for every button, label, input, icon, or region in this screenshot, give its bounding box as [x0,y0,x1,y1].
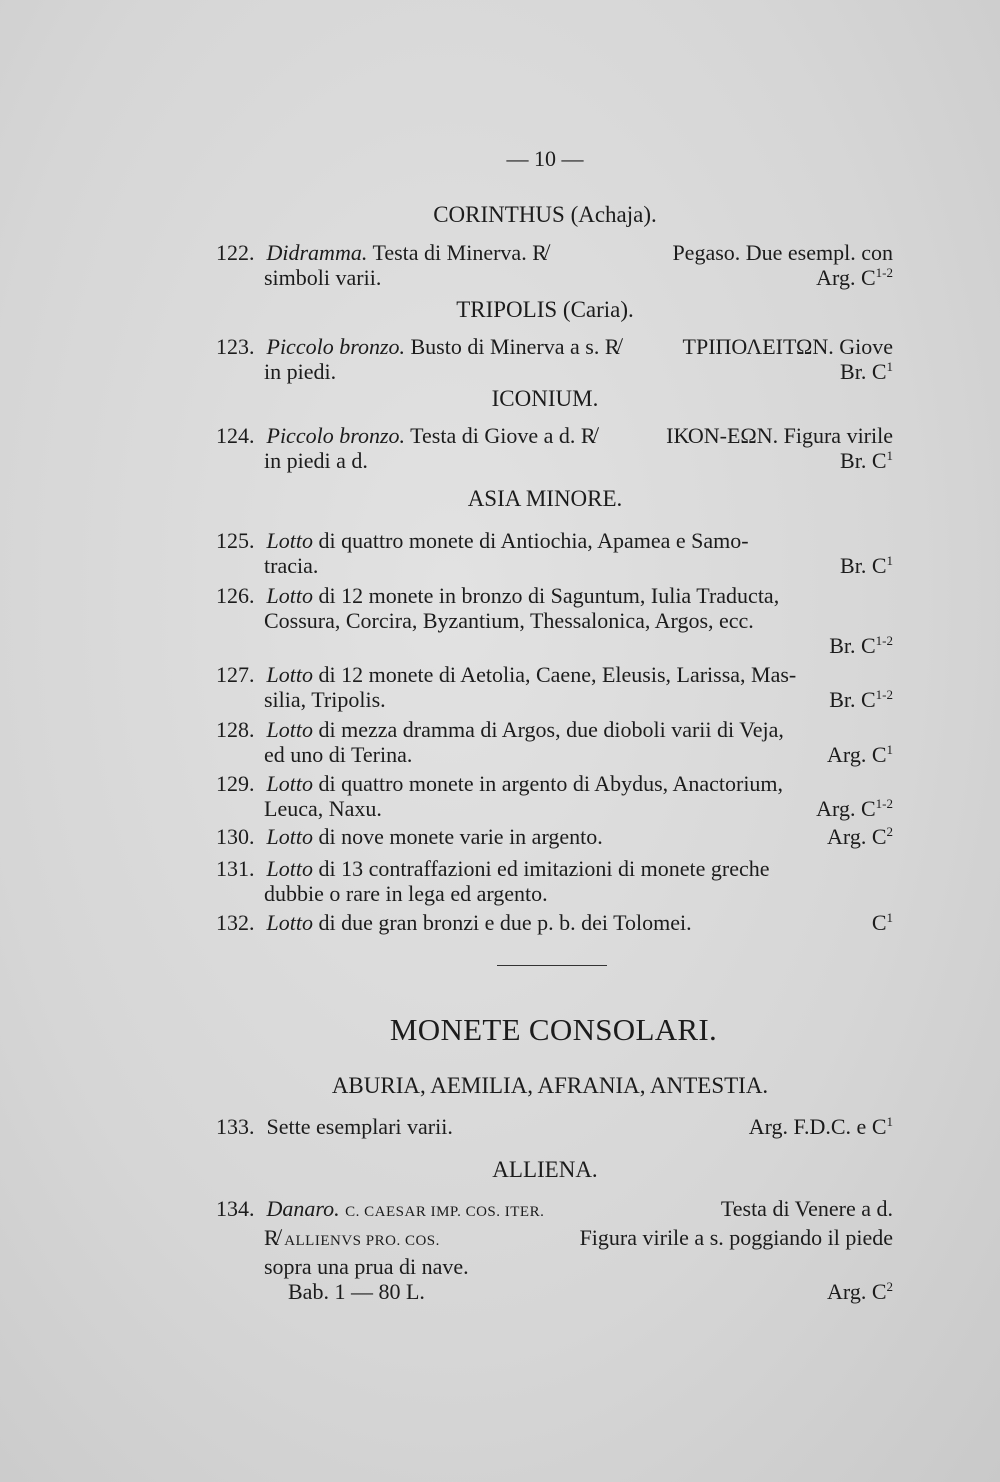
entry-number: 128. [216,717,255,742]
entry-132 [216,910,893,935]
section-divider [497,965,607,966]
entry-metal: Br. C [840,359,887,384]
entry-text: in piedi. [264,359,337,384]
entry-grade: 1-2 [875,265,893,280]
entry-text: sopra una prua di nave. [264,1254,469,1279]
reverse-symbol: R̸ [580,423,596,448]
entry-grade: 1 [886,553,893,568]
entry-number: 132. [216,910,255,935]
entry-title: Didramma. [266,240,368,265]
entry-124 [216,423,893,473]
entry-133 [216,1114,893,1139]
entry-text: di 12 monete in bronzo di Saguntum, Iulia Traducta, [318,583,780,608]
entry-134 [216,1196,893,1304]
reverse-symbol: R̸ [264,1225,279,1250]
entry-title: Lotto [266,856,313,881]
entry-number: 131. [216,856,255,881]
page-number: — 10 — [506,146,584,171]
entry-text: Testa di Giove a d. [410,423,576,448]
entry-130 [216,824,893,849]
entry-number: 130. [216,824,255,849]
reverse-legend: ALLIENVS PRO. COS. [284,1233,440,1249]
entry-metal: Arg. F.D.C. e C [748,1114,887,1139]
entry-number: 133. [216,1114,255,1139]
entry-legend: ΤΡΙΠΟΛΕΙΤΩΝ. Giove [682,334,893,359]
entry-grade: 2 [886,1279,893,1294]
entry-metal: C [871,910,887,935]
entry-128 [216,717,893,767]
entry-grade: 1-2 [875,687,893,702]
entry-grade: 1 [886,448,893,463]
entry-metal: Br. C [840,448,887,473]
entry-title: Piccolo bronzo. [266,423,405,448]
section-title-monete-consolari: MONETE CONSOLARI. [389,1012,718,1047]
entry-number: 122. [216,240,255,265]
entry-122 [216,240,893,290]
entry-131 [216,856,893,906]
entry-text: Busto di Minerva a s. [410,334,600,359]
entry-metal: Arg. C [827,824,887,849]
entry-title: Danaro. [266,1196,340,1221]
entry-metal: Br. C [829,633,876,658]
entry-129 [216,771,893,821]
entry-reference: Bab. 1 — 80 L. [288,1279,425,1304]
entry-number: 123. [216,334,255,359]
entry-127 [216,662,893,712]
entry-metal: Arg. C [816,796,876,821]
entry-title: Piccolo bronzo. [266,334,405,359]
reverse-symbol: R̸ [532,240,547,265]
entry-text: Testa di Venere a d. [720,1196,893,1221]
entry-title: Lotto [266,910,313,935]
entry-123 [216,334,893,384]
entry-text: di due gran bronzi e due p. b. dei Tolomei. [318,910,692,935]
entry-grade: 1 [886,910,893,925]
heading-iconium: ICONIUM. [491,386,599,411]
entry-number: 124. [216,423,255,448]
entry-metal: Br. C [829,687,876,712]
entry-text: di quattro monete di Antiochia, Apamea e Samo- [318,528,749,553]
entry-text: Cossura, Corcira, Byzantium, Thessalonica, Argos, ecc. [264,608,754,633]
entry-text: silia, Tripolis. [264,687,386,712]
entry-grade: 1-2 [875,796,893,811]
entry-legend: ΙΚΟΝ-ΕΩΝ. Figura virile [666,423,893,448]
entry-grade: 1-2 [875,633,893,648]
entry-grade: 1 [886,742,893,757]
heading-alliena: ALLIENA. [492,1157,598,1182]
entry-text: di mezza dramma di Argos, due dioboli varii di Veja, [318,717,784,742]
entry-grade: 1 [886,359,893,374]
entry-text: Leuca, Naxu. [264,796,382,821]
entry-number: 126. [216,583,255,608]
entry-text: di nove monete varie in argento. [318,824,603,849]
entry-metal: Arg. C [827,1279,887,1304]
entry-number: 134. [216,1196,255,1221]
entry-title: Lotto [266,824,313,849]
entry-grade: 2 [886,824,893,839]
entry-metal: Arg. C [827,742,887,767]
entry-metal: Arg. C [816,265,876,290]
entry-title: Lotto [266,662,313,687]
heading-tripolis: TRIPOLIS (Caria). [456,297,634,322]
entry-text: in piedi a d. [264,448,368,473]
entry-title: Lotto [266,717,313,742]
entry-text: Figura virile a s. poggiando il piede [579,1225,893,1250]
entry-title: Lotto [266,771,313,796]
entry-grade: 1 [886,1114,893,1129]
obverse-legend: C. CAESAR IMP. COS. ITER. [345,1204,545,1220]
entry-text: Pegaso. Due esempl. con [672,240,893,265]
entry-125 [216,528,893,578]
entry-text: Testa di Minerva. [372,240,527,265]
entry-text: dubbie o rare in lega ed argento. [264,881,548,906]
heading-asia-minore: ASIA MINORE. [467,486,623,511]
entry-text: simboli varii. [264,265,382,290]
entry-number: 129. [216,771,255,796]
entry-text: di 12 monete di Aetolia, Caene, Eleusis, Larissa, Mas- [318,662,797,687]
reverse-symbol: R̸ [604,334,620,359]
entry-title: Lotto [266,528,313,553]
entry-text: di 13 contraffazioni ed imitazioni di monete greche [318,856,770,881]
entry-text: tracia. [264,553,319,578]
entry-number: 127. [216,662,255,687]
entry-text: di quattro monete in argento di Abydus, Anactorium, [318,771,784,796]
entry-text: ed uno di Terina. [264,742,413,767]
entry-text: Sette esemplari varii. [266,1114,453,1139]
entry-126 [216,583,893,658]
heading-corinthus: CORINTHUS (Achaja). [433,202,657,227]
entry-number: 125. [216,528,255,553]
entry-title: Lotto [266,583,313,608]
heading-aburia: ABURIA, AEMILIA, AFRANIA, ANTESTIA. [331,1073,769,1098]
entry-metal: Br. C [840,553,887,578]
